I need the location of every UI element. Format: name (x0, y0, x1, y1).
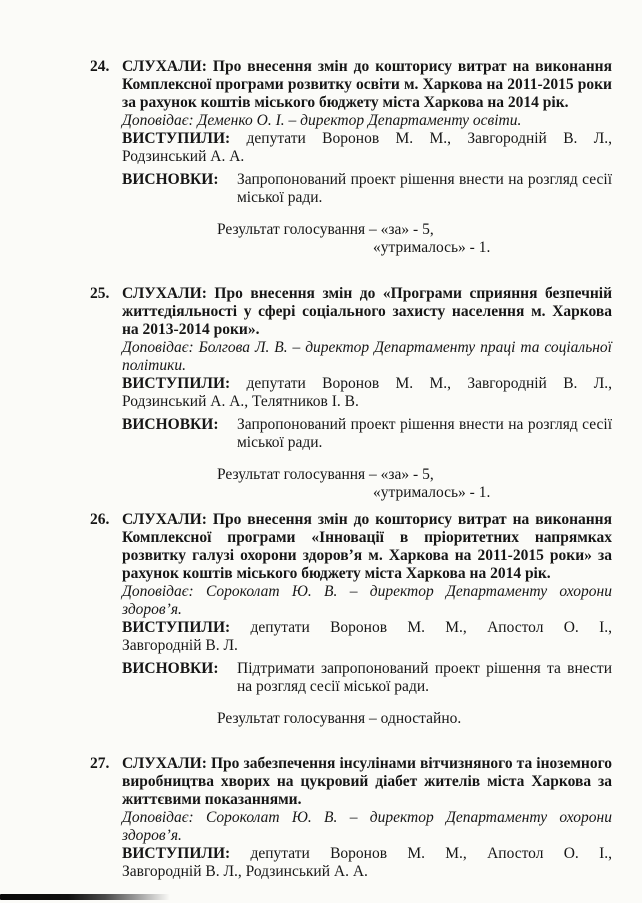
conclusions-label: ВИСНОВКИ: (122, 416, 219, 433)
spoke-text: депутати Воронов М. М., Завгородній В. Л., Родзинський А. А., Телятников І. В. (122, 375, 612, 410)
agenda-item-27 (90, 755, 612, 881)
heard-label: СЛУХАЛИ: (122, 58, 207, 75)
scan-artifact-streak (0, 894, 170, 900)
vote-result (217, 466, 612, 502)
heard-text: Про внесення змін до «Програми сприяння безпечній життєдіяльності у сфері соціального захисту населення м. Харкова на 2013-2014 роки». (122, 285, 612, 338)
conclusions-row (122, 660, 612, 696)
item-number: 24. (90, 58, 110, 75)
heard-paragraph (122, 58, 612, 112)
conclusions-label: ВИСНОВКИ: (122, 660, 219, 677)
item-body (122, 755, 612, 881)
conclusions-text: Підтримати запропонований проект рішення та внести на розгляд сесії міської ради. (237, 660, 612, 695)
heard-label: СЛУХАЛИ: (122, 285, 207, 302)
reporter-line: Доповідає: Деменко О. І. – директор Департаменту освіти. (122, 112, 522, 129)
reporter-line: Доповідає: Сороколат Ю. В. – директор Департаменту охорони здоров’я. (122, 809, 612, 844)
item-number: 26. (90, 511, 110, 528)
spoke-text: депутати Воронов М. М., Апостол О. І., Завгородній В. Л. (122, 619, 613, 654)
spoke-paragraph (122, 845, 612, 881)
agenda-item-24 (90, 58, 612, 257)
conclusions-label: ВИСНОВКИ: (122, 171, 219, 188)
vote-line: Результат голосування – «за» - 5, (217, 221, 434, 238)
spoke-label: ВИСТУПИЛИ: (122, 619, 231, 636)
agenda-item-26 (90, 511, 612, 728)
item-body (122, 511, 612, 728)
item-number: 27. (90, 755, 110, 772)
conclusions-text: Запропонований проект рішення внести на розгляд сесії міської ради. (237, 171, 612, 206)
heard-text: Про забезпечення інсулінами вітчизняного та іноземного виробництва хворих на цукровий діабет жителів міста Харкова за життєвими показаннями. (122, 755, 613, 808)
heard-paragraph (122, 511, 612, 583)
vote-line: Результат голосування – «за» - 5, (217, 466, 434, 483)
reporter-line: Доповідає: Болгова Л. В. – директор Департаменту праці та соціальної політики. (122, 339, 612, 374)
reporter-line: Доповідає: Сороколат Ю. В. – директор Департаменту охорони здоров’я. (122, 583, 612, 618)
heard-paragraph (122, 755, 612, 809)
agenda-item-25 (90, 285, 612, 502)
item-body (122, 58, 612, 257)
spoke-label: ВИСТУПИЛИ: (122, 130, 231, 147)
spoke-paragraph (122, 375, 612, 411)
heard-label: СЛУХАЛИ: (122, 511, 207, 528)
spoke-paragraph (122, 619, 612, 655)
conclusions-row (122, 416, 612, 452)
vote-line: «утрималось» - 1. (373, 484, 491, 501)
spoke-paragraph (122, 130, 612, 166)
conclusions-text: Запропонований проект рішення внести на розгляд сесії міської ради. (237, 416, 612, 451)
vote-result (217, 221, 612, 257)
spoke-text: депутати Воронов М. М., Апостол О. І., Завгородній В. Л., Родзинський А. А. (122, 845, 613, 880)
vote-line: «утрималось» - 1. (373, 239, 491, 256)
vote-line: Результат голосування – одностайно. (217, 710, 462, 727)
vote-result (217, 710, 612, 728)
item-body (122, 285, 612, 502)
heard-label: СЛУХАЛИ: (122, 755, 207, 772)
conclusions-row (122, 171, 612, 207)
heard-text: Про внесення змін до кошторису витрат на виконання Комплексної програми «Інновації в пріоритетних напрямках розвитку галузі охорони здоров’я м. Харкова на 2011-2015 роки» за рахунок коштів міського бюджету міста Харкова на 2014 рік. (122, 511, 612, 582)
heard-paragraph (122, 285, 612, 339)
spoke-text: депутати Воронов М. М., Завгородній В. Л., Родзинський А. А. (122, 130, 612, 165)
item-number: 25. (90, 285, 110, 302)
heard-text: Про внесення змін до кошторису витрат на виконання Комплексної програми розвитку освіти м. Харкова на 2011-2015 роки за рахунок коштів міського бюджету міста Харкова на 2014 рік. (122, 58, 612, 111)
spoke-label: ВИСТУПИЛИ: (122, 375, 231, 392)
spoke-label: ВИСТУПИЛИ: (122, 845, 231, 862)
